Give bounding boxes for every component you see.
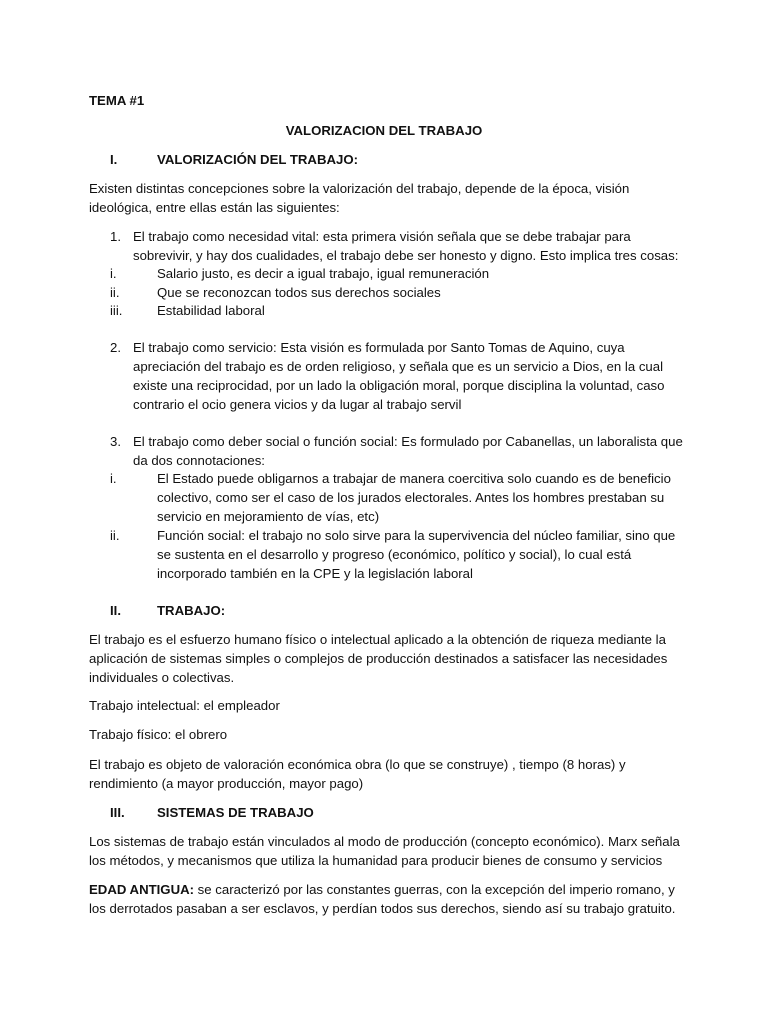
section-2-heading: TRABAJO:: [157, 603, 226, 618]
section-2-number: II.: [110, 603, 121, 618]
section-1-number: I.: [110, 152, 118, 167]
item-1-sub-2-text: Que se reconozcan todos sus derechos sociales: [157, 285, 441, 300]
intro-paragraph: Existen distintas concepciones sobre la valorización del trabajo, depende de la época, visión ideológica, entre ellas están las siguientes:: [89, 181, 630, 215]
item-3-sub-1-number: i.: [110, 471, 117, 486]
item-1-text: El trabajo como necesidad vital: esta primera visión señala que se debe trabajar para sobrevivir, y hay dos cualidades, el trabajo debe ser honesto y digno. Esto implica tres cosas:: [133, 229, 679, 263]
sistemas-paragraph: Los sistemas de trabajo están vinculados al modo de producción (concepto económico). Marx señala los métodos, y mecanismos que utiliza la humanidad para producir bienes de consumo y servicios: [89, 834, 680, 868]
item-3-sub-2-text: Función social: el trabajo no solo sirve para la supervivencia del núcleo familiar, sino que se sustenta en el desarrollo y progreso (económico, político y social), lo cual está incorporado también en la CPE y la legislación laboral: [157, 528, 676, 581]
item-1-sub-2-number: ii.: [110, 285, 120, 300]
edad-antigua-label: EDAD ANTIGUA:: [89, 882, 195, 897]
item-1-number: 1.: [110, 229, 121, 244]
trabajo-definition: El trabajo es el esfuerzo humano físico o intelectual aplicado a la obtención de riqueza mediante la aplicación de sistemas simples o complejos de producción destinados a satisfacer las necesidades individuales o colectivas.: [89, 632, 668, 685]
item-1-sub-3-number: iii.: [110, 303, 123, 318]
item-1-sub-1-number: i.: [110, 266, 117, 281]
item-1-sub-3-text: Estabilidad laboral: [157, 303, 265, 318]
item-3-sub-1-text: El Estado puede obligarnos a trabajar de manera coercitiva solo cuando es de beneficio colectivo, como ser el caso de los jurados electorales. Antes los hombres prestaban su servicio en mejoramiento de vías, etc): [157, 471, 671, 524]
item-3-number: 3.: [110, 434, 121, 449]
trabajo-objeto: El trabajo es objeto de valoración económica obra (lo que se construye) , tiempo (8 horas) y rendimiento (a mayor producción, mayor pago): [89, 757, 626, 791]
edad-antigua-paragraph: [89, 880, 689, 918]
trabajo-fisico: Trabajo físico: el obrero: [89, 727, 228, 742]
section-3-number: III.: [110, 805, 125, 820]
tema-label: TEMA #1: [89, 93, 145, 108]
item-1-sub-1-text: Salario justo, es decir a igual trabajo, igual remuneración: [157, 266, 490, 281]
item-2-text: El trabajo como servicio: Esta visión es formulada por Santo Tomas de Aquino, cuya apreciación del trabajo es de orden religioso, y señala que es un servicio a Dios, en la cual existe una reciprocidad, por un lado la obligación moral, porque disciplina la voluntad, caso contrario el ocio genera vicios y da lugar al trabajo servil: [133, 340, 665, 412]
section-3-heading: SISTEMAS DE TRABAJO: [157, 805, 314, 820]
document-title: VALORIZACION DEL TRABAJO: [285, 123, 483, 138]
edad-antigua-text: se caracterizó por las constantes guerras, con la excepción del imperio romano, y los derrotados pasaban a ser esclavos, y perdían todos sus derechos, siendo así su trabajo gratuito.: [89, 882, 676, 916]
trabajo-intelectual: Trabajo intelectual: el empleador: [89, 698, 280, 713]
item-2-number: 2.: [110, 340, 121, 355]
item-3-sub-2-number: ii.: [110, 528, 120, 543]
item-3-text: El trabajo como deber social o función social: Es formulado por Cabanellas, un laboralista que da dos connotaciones:: [133, 434, 683, 468]
section-1-heading: VALORIZACIÓN DEL TRABAJO:: [157, 152, 358, 167]
